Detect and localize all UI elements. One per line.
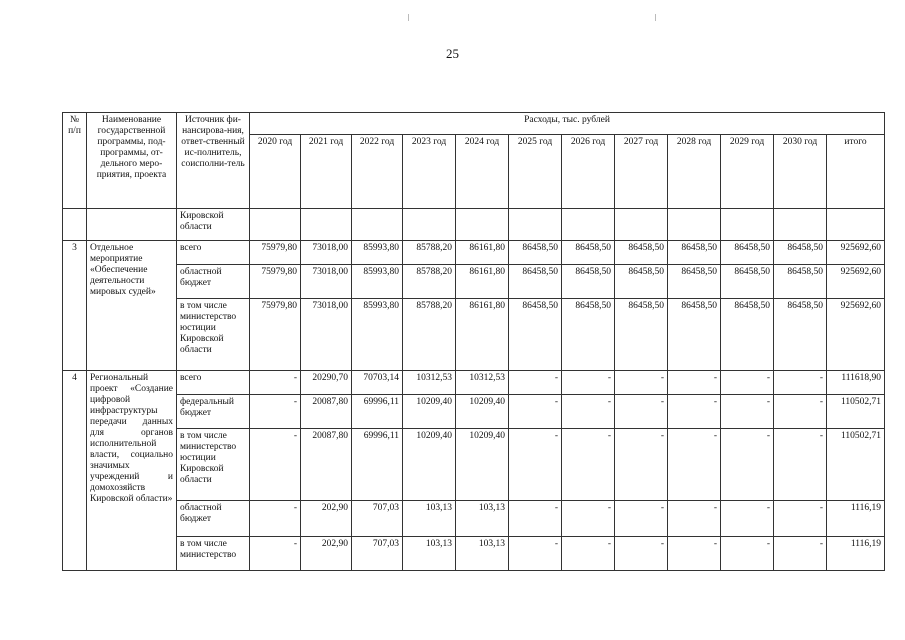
total-cell: 925692,60	[827, 299, 885, 371]
value-cell: -	[250, 395, 301, 429]
value-cell: 86458,50	[509, 299, 562, 371]
row-title: Региональный проект «Создание цифровой инфраструктуры передачи данных для органов исполнительной власти, социально значимых учреждений и домохозяйств Кировской области»	[87, 371, 177, 571]
value-cell: 707,03	[352, 537, 403, 571]
value-cell: 202,90	[301, 501, 352, 537]
header-year: 2023 год	[403, 135, 456, 209]
value-cell: -	[721, 537, 774, 571]
value-cell: 86458,50	[562, 241, 615, 265]
value-cell: 10209,40	[403, 395, 456, 429]
value-cell: 75979,80	[250, 241, 301, 265]
header-year: 2028 год	[668, 135, 721, 209]
value-cell: 86458,50	[668, 241, 721, 265]
header-num: № п/п	[63, 113, 87, 209]
total-cell: 110502,71	[827, 395, 885, 429]
value-cell: 103,13	[456, 501, 509, 537]
source-cell: областной бюджет	[177, 265, 250, 299]
page-number: 25	[446, 46, 459, 61]
value-cell: 86458,50	[509, 241, 562, 265]
value-cell: -	[509, 501, 562, 537]
value-cell: -	[721, 429, 774, 501]
value-cell: 85788,20	[403, 241, 456, 265]
value-cell: 10312,53	[403, 371, 456, 395]
value-cell: -	[562, 537, 615, 571]
value-cell: 75979,80	[250, 299, 301, 371]
value-cell: -	[615, 371, 668, 395]
total-cell: 925692,60	[827, 241, 885, 265]
total-cell: 925692,60	[827, 265, 885, 299]
header-year: 2020 год	[250, 135, 301, 209]
value-cell: 86458,50	[615, 299, 668, 371]
value-cell: -	[615, 501, 668, 537]
value-cell: 86161,80	[456, 265, 509, 299]
row-number: 4	[63, 371, 87, 571]
value-cell: -	[509, 395, 562, 429]
total-cell: 1116,19	[827, 537, 885, 571]
source-cell: в том числе министерство	[177, 537, 250, 571]
value-cell: -	[668, 371, 721, 395]
value-cell: 10209,40	[456, 395, 509, 429]
value-cell: -	[509, 537, 562, 571]
table-row	[63, 241, 885, 265]
value-cell: 103,13	[403, 537, 456, 571]
header-year: 2022 год	[352, 135, 403, 209]
value-cell: 73018,00	[301, 299, 352, 371]
value-cell: -	[774, 501, 827, 537]
header-expenses: Расходы, тыс. рублей	[250, 113, 885, 135]
source-cell: в том числе министерство юстиции Кировской области	[177, 299, 250, 371]
value-cell: 86458,50	[668, 299, 721, 371]
value-cell: 70703,14	[352, 371, 403, 395]
value-cell: 69996,11	[352, 395, 403, 429]
table-row	[63, 395, 885, 429]
header-source: Источник фи-нансирова-ния, ответ-ственный ис-полнитель, соисполни-тель	[177, 113, 250, 209]
value-cell: 85993,80	[352, 265, 403, 299]
value-cell: -	[774, 395, 827, 429]
header-year: 2029 год	[721, 135, 774, 209]
value-cell: -	[615, 395, 668, 429]
header-year: 2025 год	[509, 135, 562, 209]
value-cell: -	[774, 537, 827, 571]
value-cell: 86458,50	[562, 265, 615, 299]
total-cell: 1116,19	[827, 501, 885, 537]
scan-mark	[655, 14, 656, 21]
header-year: 2027 год	[615, 135, 668, 209]
header-year: 2021 год	[301, 135, 352, 209]
value-cell: -	[562, 395, 615, 429]
value-cell: 86458,50	[774, 265, 827, 299]
value-cell: 86458,50	[562, 299, 615, 371]
header-year: 2026 год	[562, 135, 615, 209]
value-cell: 86458,50	[721, 299, 774, 371]
value-cell: 86458,50	[721, 241, 774, 265]
value-cell: 86458,50	[615, 241, 668, 265]
value-cell: -	[774, 371, 827, 395]
value-cell: 10209,40	[403, 429, 456, 501]
value-cell: -	[250, 501, 301, 537]
value-cell: 202,90	[301, 537, 352, 571]
value-cell: -	[721, 501, 774, 537]
total-cell: 111618,90	[827, 371, 885, 395]
value-cell: -	[668, 395, 721, 429]
source-cell: федеральный бюджет	[177, 395, 250, 429]
value-cell: -	[721, 395, 774, 429]
value-cell: 73018,00	[301, 265, 352, 299]
value-cell: 103,13	[456, 537, 509, 571]
value-cell: 86161,80	[456, 241, 509, 265]
source-cell: областной бюджет	[177, 501, 250, 537]
table-row	[63, 501, 885, 537]
value-cell: 73018,00	[301, 241, 352, 265]
budget-table	[62, 112, 885, 571]
value-cell: 86458,50	[509, 265, 562, 299]
value-cell: -	[668, 537, 721, 571]
value-cell: -	[774, 429, 827, 501]
table-row	[63, 265, 885, 299]
source-cell: всего	[177, 371, 250, 395]
header-year: 2024 год	[456, 135, 509, 209]
header-year: 2030 год	[774, 135, 827, 209]
value-cell: 20087,80	[301, 395, 352, 429]
value-cell: 86458,50	[721, 265, 774, 299]
value-cell: 86458,50	[668, 265, 721, 299]
value-cell: 85788,20	[403, 265, 456, 299]
value-cell: 86458,50	[774, 241, 827, 265]
value-cell: -	[250, 429, 301, 501]
value-cell: 20087,80	[301, 429, 352, 501]
value-cell: -	[509, 429, 562, 501]
value-cell: -	[668, 501, 721, 537]
value-cell: 85993,80	[352, 241, 403, 265]
source-cell: Кировской области	[177, 209, 250, 241]
value-cell: 10312,53	[456, 371, 509, 395]
total-cell: 110502,71	[827, 429, 885, 501]
value-cell: 10209,40	[456, 429, 509, 501]
source-cell: всего	[177, 241, 250, 265]
value-cell: 707,03	[352, 501, 403, 537]
row-title: Отдельное мероприятие «Обеспечение деятельности мировых судей»	[87, 241, 177, 371]
header-total: итого	[827, 135, 885, 209]
table-row	[63, 299, 885, 371]
value-cell: 103,13	[403, 501, 456, 537]
value-cell: -	[250, 371, 301, 395]
value-cell: 20290,70	[301, 371, 352, 395]
value-cell: 86161,80	[456, 299, 509, 371]
value-cell: 69996,11	[352, 429, 403, 501]
table-row	[63, 429, 885, 501]
scan-mark	[408, 14, 409, 21]
value-cell: -	[615, 429, 668, 501]
source-cell: в том числе министерство юстиции Кировской области	[177, 429, 250, 501]
value-cell: 86458,50	[615, 265, 668, 299]
value-cell: 85788,20	[403, 299, 456, 371]
value-cell: -	[250, 537, 301, 571]
value-cell: -	[509, 371, 562, 395]
value-cell: -	[668, 429, 721, 501]
value-cell: -	[721, 371, 774, 395]
header-name: Наименование государственной программы, под-программы, от-дельного меро-приятия, проекта	[87, 113, 177, 209]
row-number: 3	[63, 241, 87, 371]
value-cell: -	[615, 537, 668, 571]
value-cell: -	[562, 429, 615, 501]
value-cell: 86458,50	[774, 299, 827, 371]
table-row	[63, 371, 885, 395]
value-cell: -	[562, 501, 615, 537]
value-cell: -	[562, 371, 615, 395]
value-cell: 75979,80	[250, 265, 301, 299]
value-cell: 85993,80	[352, 299, 403, 371]
table-row	[63, 537, 885, 571]
